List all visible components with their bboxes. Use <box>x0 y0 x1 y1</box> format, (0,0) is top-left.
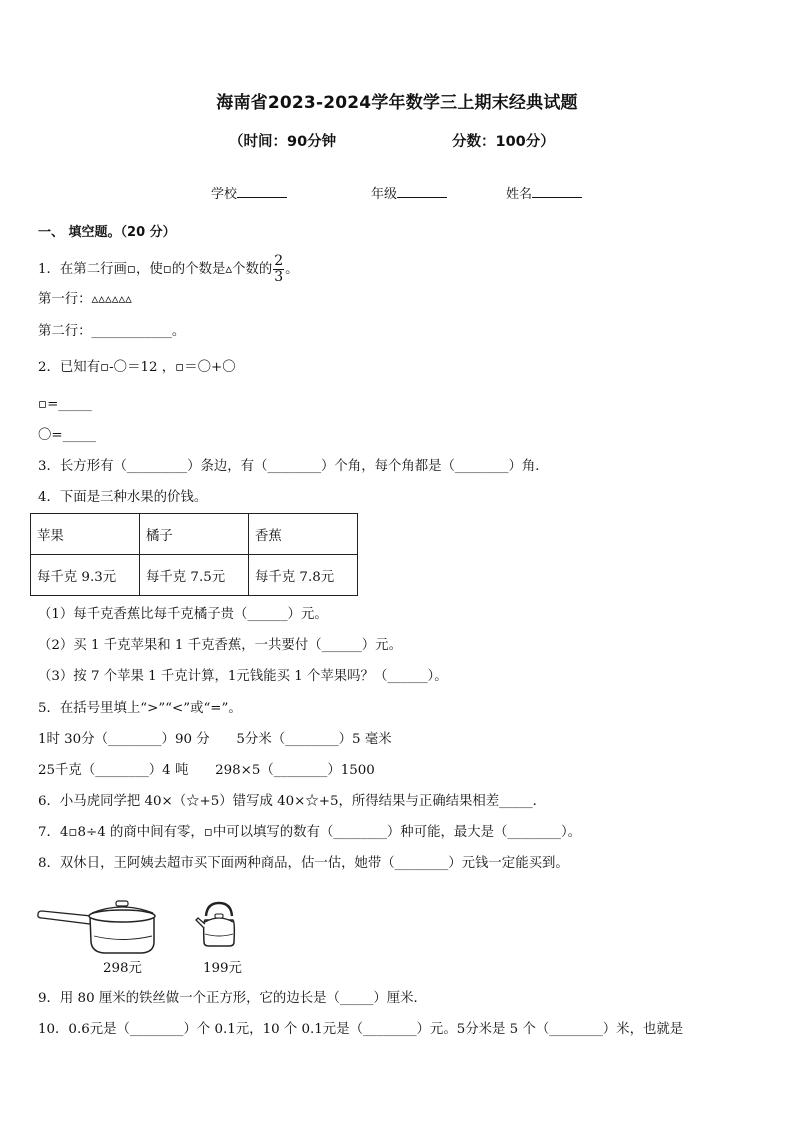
table-cell: 每千克 7.5元 <box>140 555 249 596</box>
question-4-sub3: （3）按 7 个苹果 1 千克计算，1元钱能买 1 个苹果吗？（______）。 <box>38 669 448 684</box>
question-2-answer-square: ▫=_____ <box>38 397 92 412</box>
question-7: 7．4▫8÷4 的商中间有零，▫中可以填写的数有（________）种可能，最大是（________）。 <box>38 825 582 840</box>
school-field: 学校 <box>211 183 287 202</box>
kettle-icon <box>193 898 243 950</box>
question-4: 4．下面是三种水果的价钱。 <box>38 490 208 505</box>
question-5-row2: 25千克（________）4 吨 298×5（________）1500 <box>38 763 375 778</box>
grade-field: 年级 <box>371 183 447 202</box>
question-3: 3．长方形有（_________）条边，有（________）个角，每个角都是（________）角． <box>38 459 549 474</box>
question-2-answer-circle: 〇=_____ <box>38 428 97 443</box>
question-10: 10．0.6元是（________）个 0.1元，10 个 0.1元是（________）元。5分米是 5 个（________）米，也就是 <box>38 1022 684 1037</box>
question-9: 9．用 80 厘米的铁丝做一个正方形，它的边长是（_____）厘米． <box>38 991 427 1006</box>
table-cell: 橘子 <box>140 514 249 555</box>
table-cell: 每千克 7.8元 <box>249 555 358 596</box>
question-6: 6．小马虎同学把 40×（☆+5）错写成 40×☆+5，所得结果与正确结果相差_____． <box>38 794 547 809</box>
saucepan-icon <box>36 898 158 956</box>
question-1-row2: 第二行：____________。 <box>38 324 186 339</box>
saucepan-price: 298元 <box>103 961 142 976</box>
question-5: 5．在括号里填上“>”“<”或“=”。 <box>38 701 242 716</box>
price-table <box>30 513 358 596</box>
fraction: $\frac{2}{3}$ <box>274 253 284 285</box>
question-1: 1．在第二行画▫，使▫的个数是▵个数的 $\frac{2}{3}$ 。 <box>38 253 299 285</box>
question-4-sub1: （1）每千克香蕉比每千克橘子贵（______）元。 <box>38 607 328 622</box>
table-cell: 苹果 <box>31 514 140 555</box>
question-1-row1: 第一行：▵▵▵▵▵▵ <box>38 292 132 307</box>
kettle-price: 199元 <box>203 961 242 976</box>
question-2: 2．已知有▫-〇＝12 ，▫＝〇+〇 <box>38 360 236 375</box>
table-cell: 每千克 9.3元 <box>31 555 140 596</box>
table-row <box>31 514 358 555</box>
question-4-sub2: （2）买 1 千克苹果和 1 千克香蕉，一共要付（______）元。 <box>38 638 402 653</box>
exam-score: 分数：100分） <box>452 134 555 150</box>
question-5-row1: 1时 30分（________）90 分 5分米（________）5 毫米 <box>38 732 392 747</box>
exam-time: （时间：90分钟 <box>229 134 337 150</box>
table-row <box>31 555 358 596</box>
question-8: 8．双休日，王阿姨去超市买下面两种商品，估一估，她带（________）元钱一定能买到。 <box>38 856 569 871</box>
table-cell: 香蕉 <box>249 514 358 555</box>
page-title: 海南省2023-2024学年数学三上期末经典试题 <box>216 93 578 113</box>
section-heading: 一、 填空题。（20 分） <box>38 225 176 240</box>
name-field: 姓名 <box>506 183 582 202</box>
